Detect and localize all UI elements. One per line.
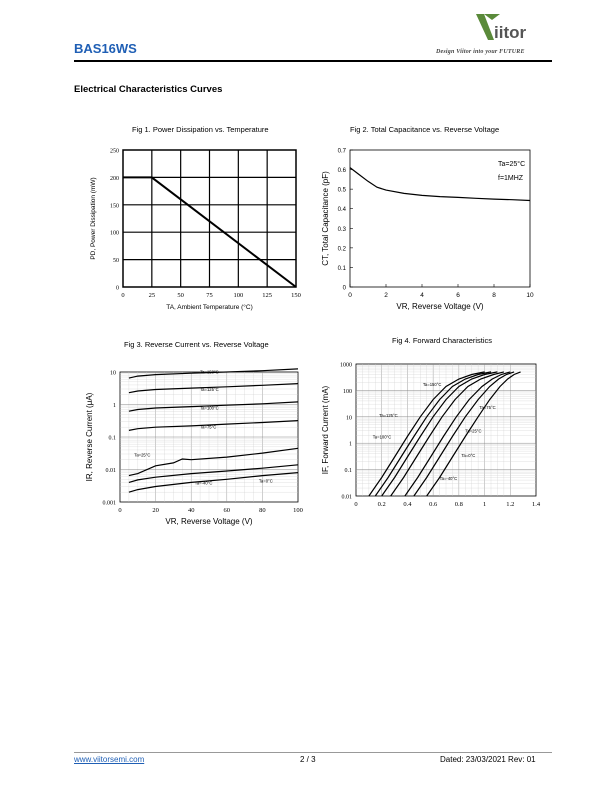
fig2-x-tick-label: 6: [456, 292, 460, 299]
fig4-series-label: Ta=0°C: [461, 453, 476, 459]
section-title: Electrical Characteristics Curves: [74, 84, 223, 95]
header-rule: [74, 60, 552, 62]
fig3-y-axis-label: IR, Reverse Current (μA): [85, 392, 94, 482]
fig3-series-label: Ta=75°C: [200, 424, 217, 430]
fig2-y-tick-label: 0.2: [337, 246, 346, 253]
fig3-y-tick-label: 1: [113, 403, 116, 409]
fig3-x-tick-label: 60: [223, 507, 231, 514]
fig2-y-tick-label: 0.7: [337, 148, 346, 155]
fig1-x-axis-label: TA, Ambient Temperature (°C): [166, 304, 253, 311]
fig3-x-axis-label: VR, Reverse Voltage (V): [165, 517, 253, 526]
fig4-y-tick-label: 10: [346, 415, 352, 422]
fig3-x-tick-label: 20: [152, 507, 159, 514]
logo-v-swoosh: [484, 14, 500, 20]
fig3-x-tick-label: 40: [187, 507, 195, 514]
fig4-x-tick-label: 1.2: [506, 501, 515, 508]
fig2-y-tick-label: 0.4: [337, 207, 346, 214]
footer-rule: [74, 752, 552, 753]
fig2-y-tick-label: 0: [342, 285, 346, 292]
fig1-x-tick-label: 125: [262, 292, 273, 299]
fig1-x-tick-label: 50: [177, 292, 184, 299]
fig2-y-tick-label: 0.5: [337, 187, 346, 194]
fig3-y-tick-label: 0.1: [108, 435, 116, 442]
fig2-x-tick-label: 8: [492, 292, 496, 299]
fig4-title: Fig 4. Forward Characteristics: [392, 336, 493, 345]
fig2-y-axis-label: CT, Total Capacitance (pF): [321, 171, 330, 266]
fig1-x-tick-label: 100: [233, 292, 244, 299]
fig2-annotation: f=1MHZ: [498, 175, 524, 182]
fig4-series-label: Ta=75°C: [479, 404, 496, 410]
svg-text:iitor: iitor: [494, 23, 527, 42]
fig1-y-tick-label: 250: [110, 148, 119, 155]
fig2-y-tick-label: 0.3: [337, 226, 346, 233]
fig3-series-label: Ta=-40°C: [194, 480, 213, 486]
company-logo: [470, 6, 550, 46]
fig2-chart: [318, 140, 548, 320]
fig2-x-tick-label: 0: [348, 292, 352, 299]
fig4-chart: [318, 356, 548, 526]
fig1-title: Fig 1. Power Dissipation vs. Temperature: [132, 125, 269, 134]
tagline: Design Viitor into your FUTURE: [436, 49, 525, 55]
fig1-y-tick-label: 200: [110, 175, 119, 182]
fig3-series-label: Ta=125°C: [200, 387, 219, 393]
fig1-x-tick-label: 25: [148, 292, 156, 299]
fig4-x-tick-label: 1.4: [531, 501, 541, 508]
fig1-x-tick-label: 75: [206, 292, 213, 299]
fig4-y-tick-label: 0.1: [344, 468, 352, 475]
fig3-title: Fig 3. Reverse Current vs. Reverse Voltage: [124, 340, 269, 349]
fig4-x-tick-label: 1: [482, 501, 487, 508]
fig3-series-label: Ta=100°C: [200, 405, 219, 411]
fig4-x-tick-label: 0: [354, 501, 358, 508]
fig4-x-tick-label: 0.8: [454, 501, 463, 508]
fig3-series-label: Ta=0°C: [258, 478, 273, 484]
fig4-series-label: Ta=100°C: [372, 434, 392, 440]
fig3-y-tick-label: 0.01: [105, 468, 116, 474]
fig3-series-label: Ta=150°C: [200, 369, 219, 375]
page-number: 2 / 3: [300, 755, 316, 764]
part-number: BAS16WS: [74, 41, 137, 56]
fig4-y-axis-label: IF, Forward Current (mA): [321, 385, 330, 475]
fig1-x-tick-label: 150: [291, 292, 301, 299]
fig2-x-tick-label: 2: [384, 292, 388, 299]
fig1-y-tick-label: 100: [110, 230, 119, 237]
fig2-annotation: Ta=25°C: [498, 161, 526, 168]
fig4-series-label: Ta=25°C: [465, 428, 482, 434]
fig4-series-label: Ta=150°C: [422, 381, 442, 387]
fig2-x-axis-label: VR, Reverse Voltage (V): [396, 302, 484, 311]
fig2-x-tick-label: 4: [420, 292, 424, 299]
fig4-y-tick-label: 0.01: [341, 494, 352, 501]
fig4-series-label: Ta=125°C: [379, 412, 398, 418]
fig2-title: Fig 2. Total Capacitance vs. Reverse Voltage: [350, 125, 500, 134]
fig3-x-tick-label: 0: [118, 507, 122, 514]
fig1-y-tick-label: 150: [110, 203, 119, 210]
fig4-x-tick-label: 0.2: [377, 501, 386, 508]
fig3-y-tick-label: 0.001: [102, 500, 116, 507]
fig4-x-tick-label: 0.6: [429, 501, 438, 508]
fig4-y-tick-label: 1: [349, 441, 352, 448]
fig3-x-tick-label: 100: [293, 507, 303, 514]
fig3-x-tick-label: 80: [259, 507, 266, 514]
fig3-chart: [80, 356, 310, 526]
revision-date: Dated: 23/03/2021 Rev: 01: [440, 755, 536, 764]
fig2-y-tick-label: 0.6: [337, 168, 346, 175]
fig4-x-tick-label: 0.4: [403, 501, 412, 508]
fig1-chart: [80, 140, 310, 320]
fig1-x-tick-label: 0: [121, 292, 125, 299]
fig3-series-label: Ta=25°C: [134, 452, 151, 458]
fig2-y-tick-label: 0.1: [337, 265, 346, 272]
fig4-y-tick-label: 1000: [340, 362, 352, 369]
fig2-plot-frame: [350, 150, 530, 287]
fig4-series-label: Ta=-40°C: [439, 476, 458, 482]
fig1-y-axis-label: PD, Power Dissipation (mW): [90, 177, 97, 260]
fig1-y-tick-label: 50: [113, 258, 119, 265]
fig4-y-tick-label: 100: [343, 388, 352, 395]
fig1-y-tick-label: 0: [116, 285, 119, 292]
fig3-y-tick-label: 10: [110, 370, 116, 377]
fig2-x-tick-label: 10: [526, 292, 534, 299]
website-link[interactable]: www.viitorsemi.com: [74, 755, 145, 764]
